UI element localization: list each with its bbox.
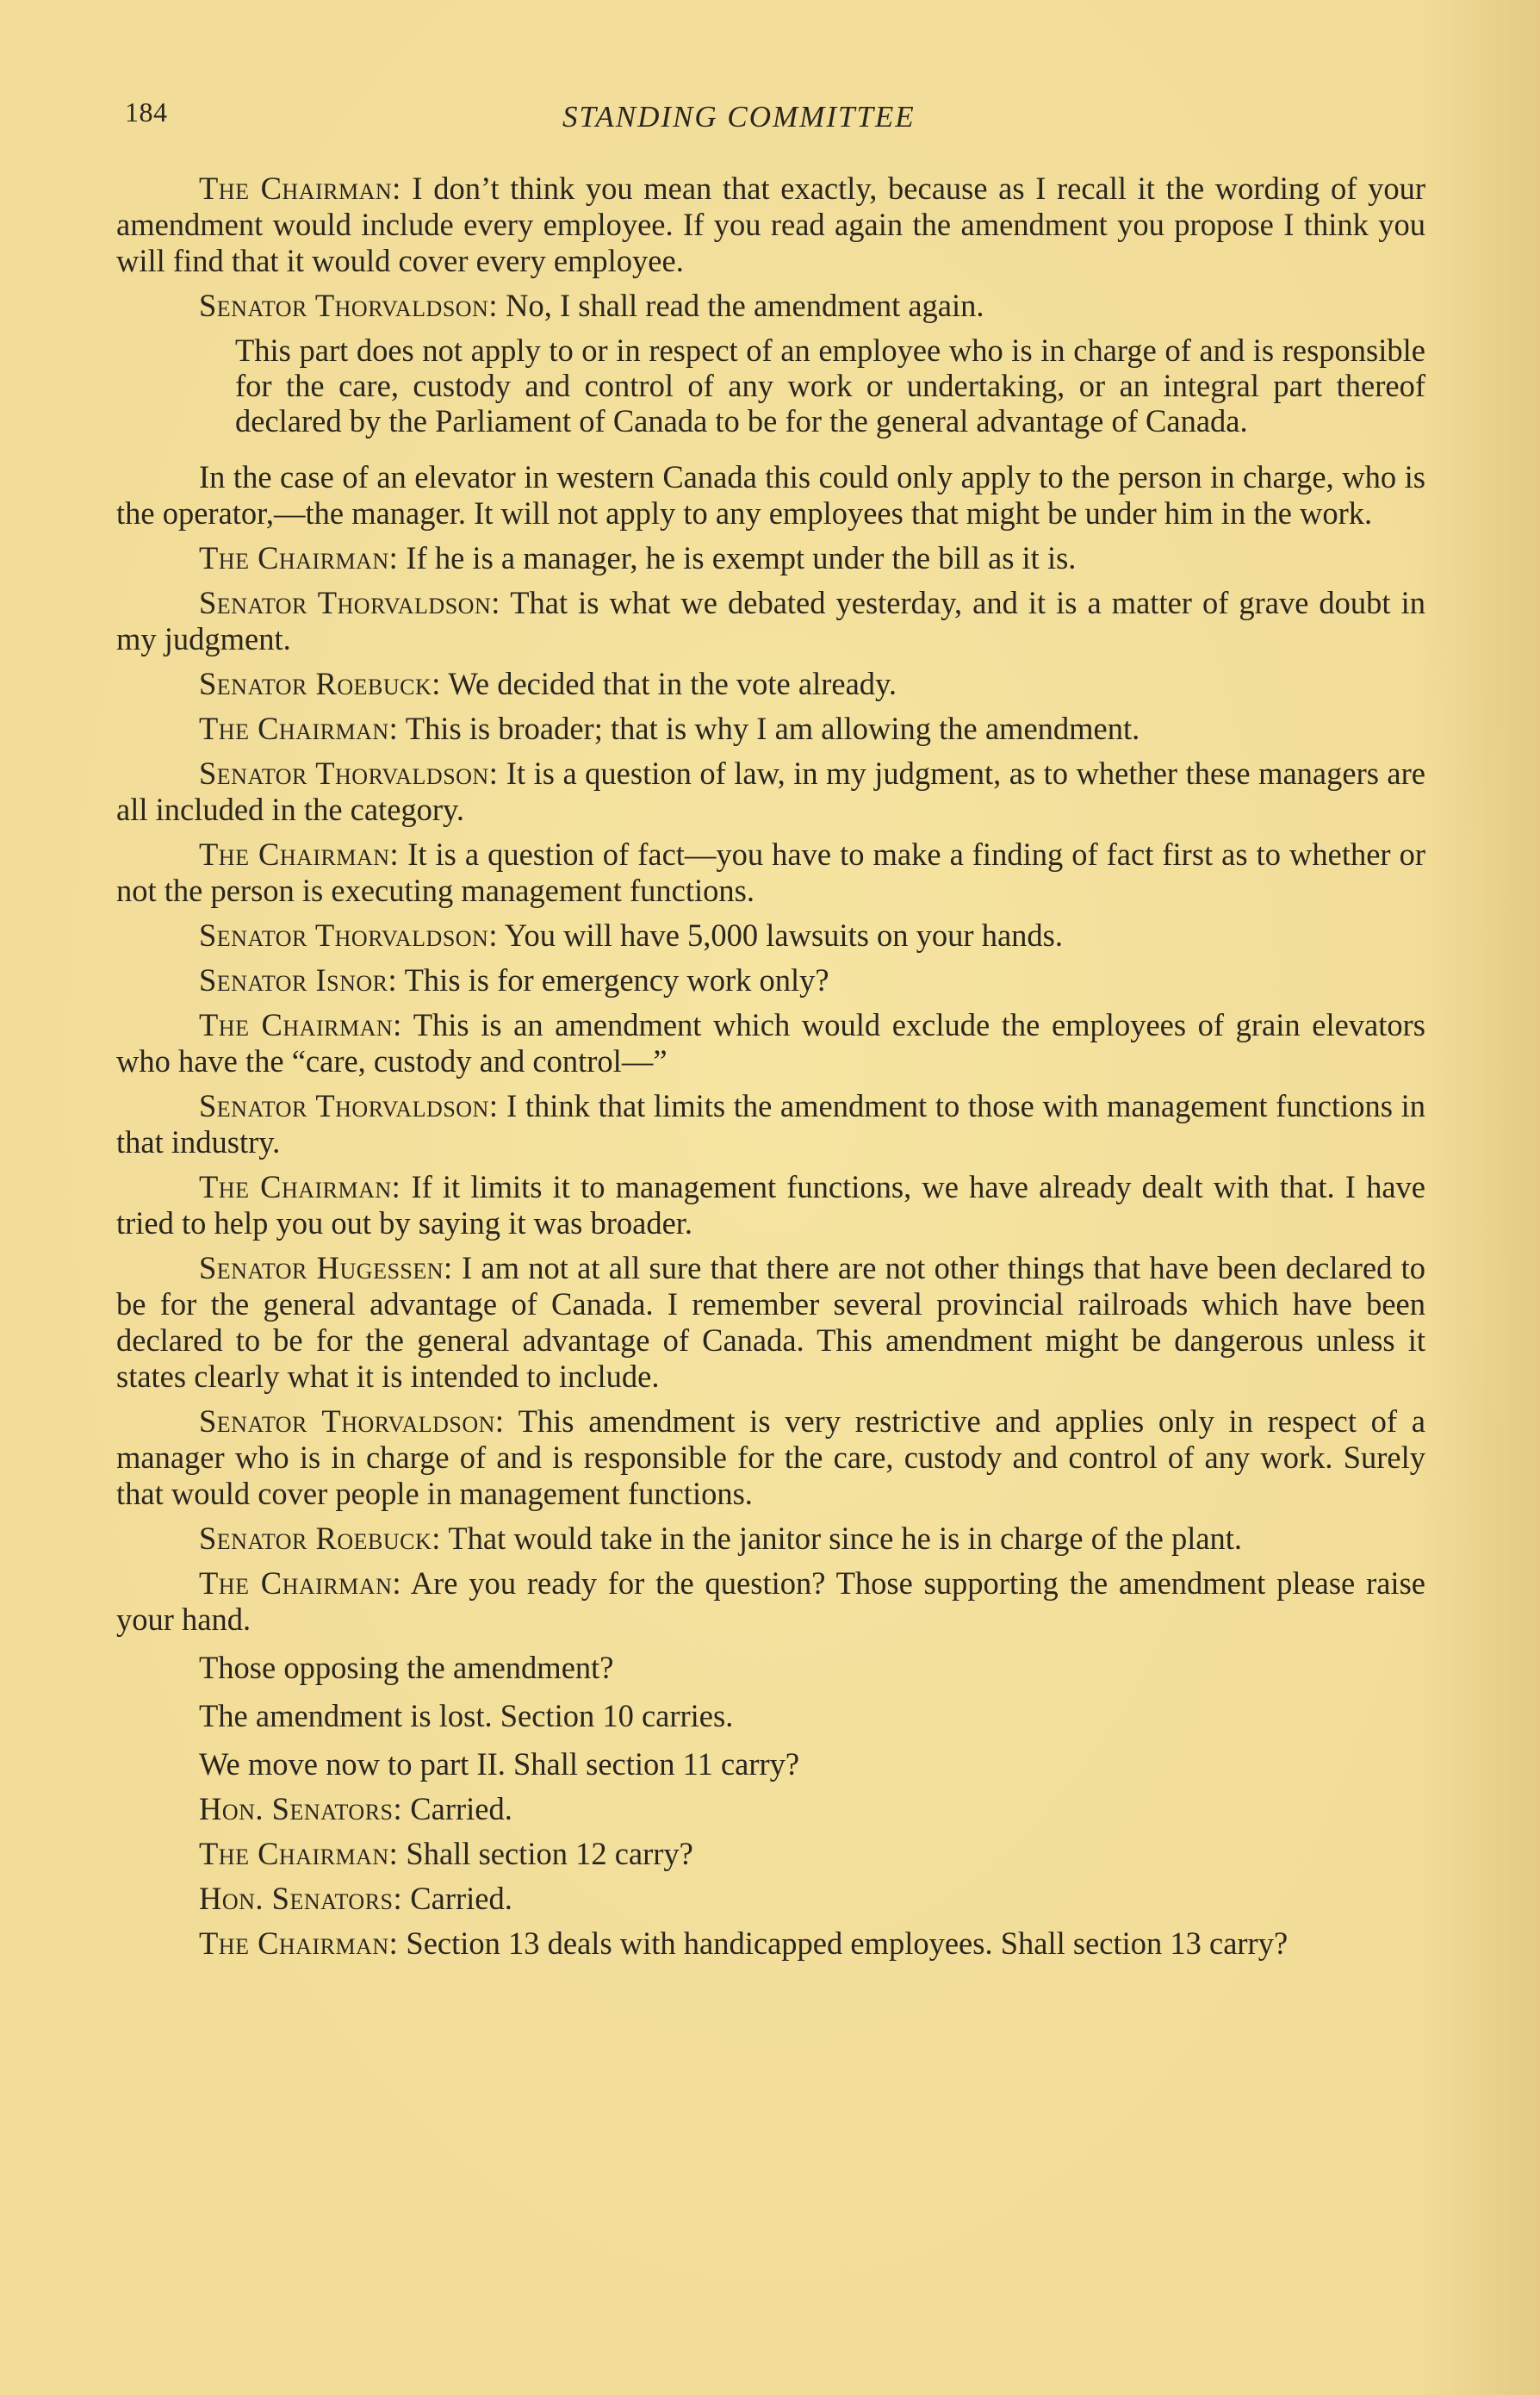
paragraph-text: It is a question of law, in my judgment, as to whether these managers are all included in the category. (116, 756, 1425, 827)
paragraph (116, 1650, 1425, 1686)
paragraph (116, 1007, 1425, 1079)
speaker-name: Hon. Senators: (199, 1791, 403, 1826)
paragraph (116, 171, 1425, 279)
paragraph (116, 459, 1425, 532)
speaker-name: Senator Isnor: (199, 962, 398, 998)
paragraph-text: We decided that in the vote already. (440, 666, 897, 701)
speaker-name: Senator Thorvaldson: (199, 756, 499, 791)
paragraph-text: If he is a manager, he is exempt under the bill as it is. (398, 540, 1077, 575)
paragraph (116, 711, 1425, 747)
speaker-name: Senator Thorvaldson: (199, 1088, 499, 1123)
speaker-name: The Chairman: (199, 711, 399, 746)
paragraph-text: This is an amendment which would exclude the employees of grain elevators who have the “care, custody and control—” (116, 1007, 1425, 1079)
paragraph-text: Section 13 deals with handicapped employees. Shall section 13 carry? (398, 1925, 1289, 1961)
speaker-name: Senator Thorvaldson: (199, 1403, 505, 1439)
speaker-name: The Chairman: (199, 1169, 401, 1204)
speaker-name: The Chairman: (199, 1836, 399, 1871)
paragraph (116, 1836, 1425, 1872)
paragraph (116, 918, 1425, 954)
paragraph (116, 756, 1425, 828)
speaker-name: Senator Thorvaldson: (199, 585, 500, 620)
paragraph-text: No, I shall read the amendment again. (497, 288, 984, 323)
paragraph-text: You will have 5,000 lawsuits on your hands. (497, 918, 1063, 953)
paragraph-text: That would take in the janitor since he is in charge of the plant. (440, 1521, 1243, 1556)
paragraph (116, 1925, 1425, 1962)
paragraph (116, 288, 1425, 324)
running-head: STANDING COMMITTEE (562, 100, 916, 134)
paragraph-text: We move now to part II. Shall section 11 carry? (199, 1746, 800, 1782)
speaker-name: The Chairman: (199, 1007, 402, 1042)
speaker-name: Senator Thorvaldson: (199, 288, 498, 323)
paragraph (116, 837, 1425, 909)
speaker-name: Hon. Senators: (199, 1881, 403, 1916)
speaker-name: The Chairman: (199, 1565, 401, 1601)
paragraph (116, 1565, 1425, 1638)
paragraph (116, 1250, 1425, 1395)
speaker-name: The Chairman: (199, 837, 400, 872)
paragraph (116, 1521, 1425, 1557)
paragraph-text: Shall section 12 carry? (398, 1836, 693, 1871)
paragraph (116, 1698, 1425, 1734)
paragraph-text: It is a question of fact—you have to make a finding of fact first as to whether or not the person is executing management functions. (116, 837, 1425, 908)
paragraph (116, 1881, 1425, 1917)
speaker-name: The Chairman: (199, 540, 399, 575)
speaker-name: Senator Thorvaldson: (199, 918, 498, 953)
paragraph-text: In the case of an elevator in western Canada this could only apply to the person in charge, who is the operator,—the manager. It will not apply to any employees that might be under him in the work. (116, 459, 1425, 531)
paragraph-text: Carried. (402, 1881, 512, 1916)
paragraph-text: This is broader; that is why I am allowing the amendment. (398, 711, 1140, 746)
speaker-name: The Chairman: (199, 1925, 399, 1961)
speaker-name: The Chairman: (199, 171, 401, 206)
paragraph-text: Those opposing the amendment? (199, 1650, 614, 1685)
paragraph-text: This is for emergency work only? (397, 962, 829, 998)
paragraph (116, 1169, 1425, 1241)
paragraph (116, 1088, 1425, 1160)
paragraph-text: Carried. (402, 1791, 512, 1826)
paragraph (116, 1746, 1425, 1782)
paragraph (116, 666, 1425, 702)
quoted-amendment: This part does not apply to or in respect of an employee who is in charge of and is responsible for the care, custody and control of any work or undertaking, or an integral part thereof declared by the Parliament of Canada to be for the general advantage of Canada. (235, 333, 1425, 439)
paragraph-text: I don’t think you mean that exactly, because as I recall it the wording of your amendment would include every employee. If you read again the amendment you propose I think you will find that it would cover every employee. (116, 171, 1425, 278)
page-number: 184 (125, 96, 168, 128)
paragraph-text: I am not at all sure that there are not other things that have been declared to be for the general advantage of Canada. I remember several provincial railroads which have been declared to be for the general advantage of Canada. This amendment might be dangerous unless it states clearly what it is intended to include. (116, 1250, 1425, 1394)
paragraph-text: I think that limits the amendment to those with management functions in that industry. (116, 1088, 1425, 1160)
paragraph-text: This amendment is very restrictive and applies only in respect of a manager who is in charge of and is responsible for the care, custody and control of any work. Surely that would cover people in management functions. (116, 1403, 1425, 1511)
paragraph-text: That is what we debated yesterday, and it is a matter of grave doubt in my judgment. (116, 585, 1425, 656)
paragraph-text: The amendment is lost. Section 10 carries. (199, 1698, 734, 1733)
transcript-body (116, 171, 1425, 1970)
speaker-name: Senator Hugessen: (199, 1250, 453, 1285)
paragraph-text: Are you ready for the question? Those supporting the amendment please raise your hand. (116, 1565, 1425, 1637)
speaker-name: Senator Roebuck: (199, 666, 441, 701)
paragraph (116, 585, 1425, 657)
paragraph (116, 1403, 1425, 1512)
paragraph-text: If it limits it to management functions, we have already dealt with that. I have tried to help you out by saying it was broader. (116, 1169, 1425, 1241)
speaker-name: Senator Roebuck: (199, 1521, 441, 1556)
paragraph (116, 540, 1425, 576)
paragraph (116, 1791, 1425, 1827)
paragraph (116, 962, 1425, 998)
page-header (125, 96, 1425, 140)
